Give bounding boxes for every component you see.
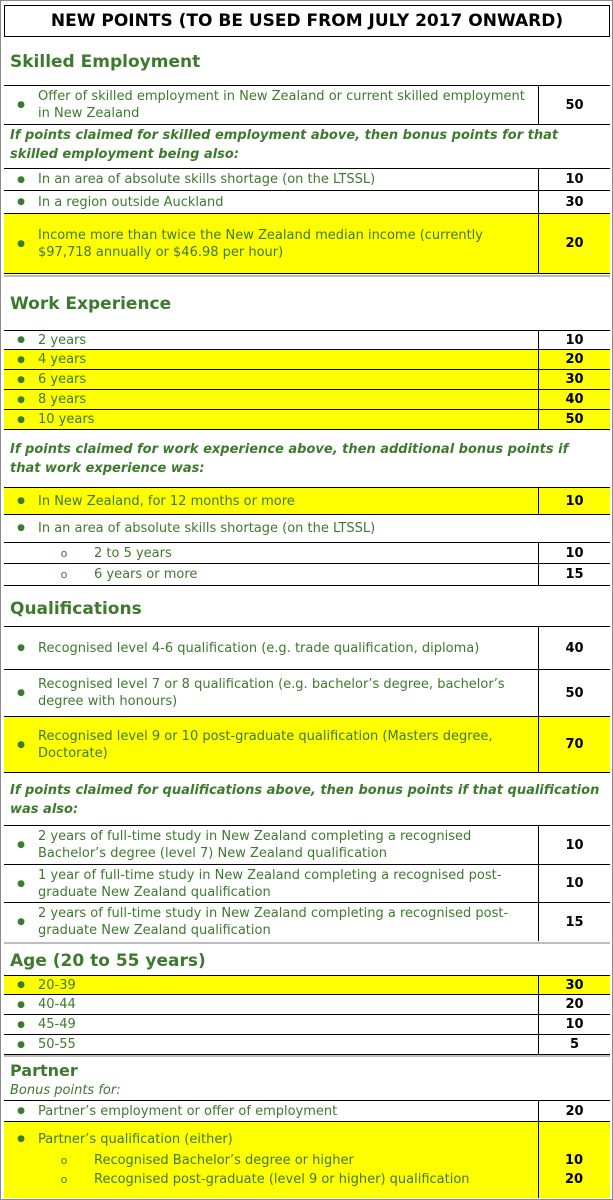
row-text: 6 years <box>38 372 87 387</box>
bullet: ● <box>17 1106 25 1116</box>
work-experience-heading: Work Experience <box>10 294 172 314</box>
work-years-row <box>4 350 610 370</box>
age-heading: Age (20 to 55 years) <box>10 951 206 971</box>
row-points: 10 <box>538 169 610 190</box>
qualification-bonus-note: If points claimed for qualifications above, then bonus points if that qualification was also: <box>10 783 600 817</box>
row-points: 10 <box>538 826 610 864</box>
row-text: Recognised level 4-6 qualification (e.g. trade qualification, diploma) <box>38 640 480 656</box>
work-nz-row <box>4 487 610 515</box>
age-row <box>4 1015 610 1035</box>
row-points: 15 <box>538 903 610 941</box>
bullet: ● <box>17 980 25 990</box>
bullet: ● <box>17 1039 25 1050</box>
bullet: ● <box>17 100 25 110</box>
row-text: 2 years of full-time study in New Zealand completing a recognised Bachelor’s degree (level 7) New Zealand qualification <box>38 829 472 861</box>
row-text: 45-49 <box>38 1017 76 1032</box>
skilled-bonus-row <box>4 214 610 274</box>
row-text: Partner’s employment or offer of employment <box>38 1103 338 1119</box>
row-points: 40 <box>538 627 610 669</box>
sub-bullet: o <box>60 1172 68 1186</box>
bullet: ● <box>17 1019 25 1030</box>
row-points: 50 <box>538 410 610 429</box>
row-points: 5 <box>538 1035 610 1054</box>
age-row <box>4 975 610 995</box>
sub-bullet: o <box>60 1153 68 1167</box>
section-divider <box>4 942 610 944</box>
row-text: 2 to 5 years <box>94 545 172 561</box>
row-points: 15 <box>538 564 610 585</box>
partner-heading: Partner <box>10 1061 78 1080</box>
bullet: ● <box>17 496 25 506</box>
bullet: ● <box>17 374 25 385</box>
work-years-row <box>4 390 610 410</box>
row-text: Recognised level 9 or 10 post-graduate qualification (Masters degree, Doctorate) <box>38 728 493 761</box>
row-text: 2 years of full-time study in New Zealand completing a recognised post-graduate New Zealand qualification <box>38 906 509 938</box>
row-points: 10 <box>538 865 610 902</box>
row-points: 20 <box>538 1101 610 1121</box>
bullet: ● <box>17 1134 25 1144</box>
partner-employment-row <box>4 1100 610 1122</box>
age-row <box>4 1035 610 1055</box>
qualification-row <box>4 626 610 670</box>
bullet: ● <box>17 739 25 750</box>
partner-qualification-sub-row <box>4 1168 610 1190</box>
work-shortage-sub-row <box>4 542 610 564</box>
row-points: 50 <box>538 86 610 124</box>
section-divider <box>4 275 610 277</box>
row-text: 6 years or more <box>94 567 198 582</box>
row-points: 10 <box>538 331 610 349</box>
row-text: In a region outside Auckland <box>38 194 224 210</box>
partner-qualification-row <box>4 1128 610 1150</box>
bullet: ● <box>17 999 25 1010</box>
row-points: 10 <box>538 1015 610 1034</box>
row-points: 10 <box>538 543 610 563</box>
qualifications-heading: Qualifications <box>10 599 142 619</box>
skilled-bonus-row <box>4 168 610 191</box>
skilled-bonus-row <box>4 191 610 214</box>
section-divider <box>4 1055 610 1057</box>
row-text: Partner’s qualification (either) <box>38 1131 233 1147</box>
row-text: 8 years <box>38 392 87 407</box>
row-text: 50-55 <box>38 1037 76 1052</box>
row-points: 20 <box>538 995 610 1014</box>
row-points: 50 <box>538 670 610 716</box>
work-years-row <box>4 370 610 390</box>
bullet: ● <box>17 414 25 425</box>
sub-bullet: o <box>60 546 68 560</box>
bullet: ● <box>17 688 25 698</box>
qualification-bonus-row <box>4 865 610 903</box>
work-bonus-note: If points claimed for work experience above, then additional bonus points if that work experience was: <box>10 442 569 476</box>
bullet: ● <box>17 174 25 185</box>
bullet: ● <box>17 643 25 653</box>
bullet: ● <box>17 394 25 405</box>
skilled-offer-row <box>4 85 610 125</box>
qualification-bonus-row <box>4 825 610 865</box>
work-years-row <box>4 410 610 430</box>
row-points: 30 <box>538 370 610 389</box>
bullet: ● <box>17 335 25 345</box>
bullet: ● <box>17 523 25 533</box>
partner-bonus-label: Bonus points for: <box>10 1083 121 1098</box>
bullet: ● <box>17 840 25 850</box>
row-points: 20 <box>564 1171 584 1187</box>
row-text: Income more than twice the New Zealand median income (currently $97,718 annually or $46.98 per hour) <box>38 227 483 260</box>
skilled-bonus-note: If points claimed for skilled employment above, then bonus points for that skilled employment being also: <box>10 128 559 162</box>
row-text: 10 years <box>38 412 95 427</box>
work-years-row <box>4 330 610 350</box>
bullet: ● <box>17 878 25 889</box>
row-points: 30 <box>538 191 610 213</box>
row-text: In New Zealand, for 12 months or more <box>38 493 295 509</box>
row-text: In an area of absolute skills shortage (on the LTSSL) <box>38 520 376 536</box>
work-shortage-sub-row <box>4 564 610 586</box>
row-text: Recognised post-graduate (level 9 or higher) qualification <box>94 1171 470 1187</box>
bullet: ● <box>17 917 25 927</box>
page-title: NEW POINTS (TO BE USED FROM JULY 2017 ONWARD) <box>4 5 610 37</box>
row-text: 20-39 <box>38 977 76 993</box>
qualification-bonus-row <box>4 903 610 941</box>
bullet: ● <box>17 238 25 249</box>
row-text: Recognised level 7 or 8 qualification (e.g. bachelor’s degree, bachelor’s degree with honours) <box>38 677 505 709</box>
row-points: 70 <box>538 717 610 772</box>
row-points: 40 <box>538 390 610 409</box>
row-text: 1 year of full-time study in New Zealand completing a recognised post-graduate New Zealand qualification <box>38 867 502 900</box>
row-points: 30 <box>538 976 610 994</box>
row-points: 10 <box>564 1152 584 1168</box>
row-text: 4 years <box>38 352 87 367</box>
row-points: 20 <box>538 214 610 273</box>
row-text: Recognised Bachelor’s degree or higher <box>94 1152 354 1168</box>
row-text: In an area of absolute skills shortage (on the LTSSL) <box>38 172 376 187</box>
bullet: ● <box>17 354 25 365</box>
qualification-row <box>4 670 610 717</box>
row-points: 20 <box>538 350 610 369</box>
row-text: Offer of skilled employment in New Zealand or current skilled employment in New Zealand <box>38 89 525 121</box>
row-text: 40-44 <box>38 997 76 1012</box>
bullet: ● <box>17 197 25 207</box>
qualification-row <box>4 717 610 773</box>
row-text: 2 years <box>38 332 87 348</box>
row-points: 10 <box>538 488 610 514</box>
age-row <box>4 995 610 1015</box>
work-shortage-row <box>4 515 610 541</box>
sub-bullet: o <box>60 568 68 581</box>
skilled-employment-heading: Skilled Employment <box>10 52 201 72</box>
